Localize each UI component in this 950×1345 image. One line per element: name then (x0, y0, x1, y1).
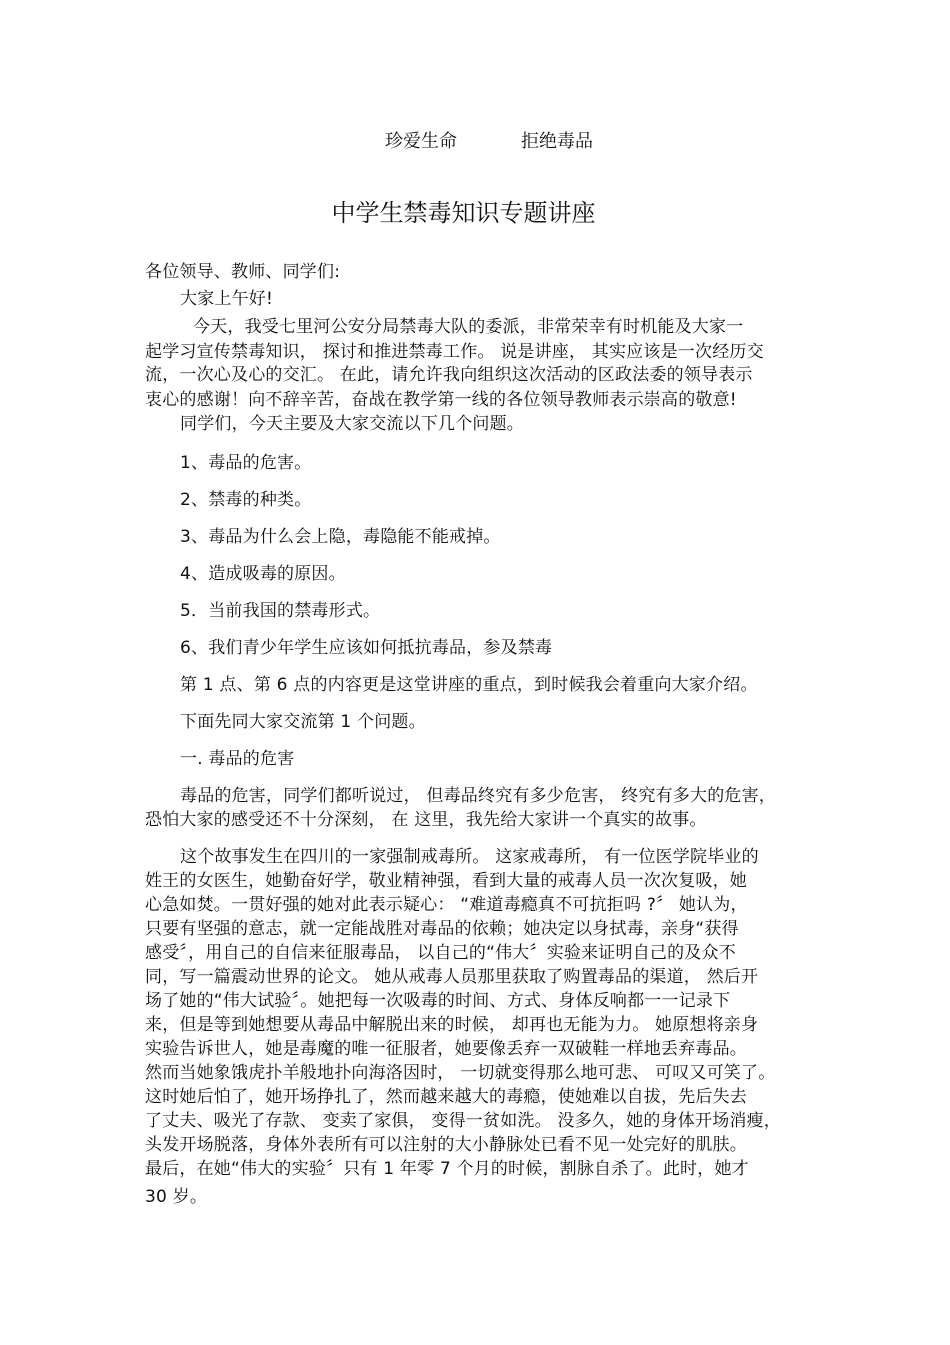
paragraph-line: 衷心的感谢！向不辞辛苦，奋战在教学第一线的各位领导教师表示崇高的敬意! (145, 390, 737, 410)
paragraph-line: 头发开场脱落，身体外表所有可以注射的大小静脉处已看不见一处完好的肌肤。 (145, 1135, 747, 1155)
paragraph-line: 实验告诉世人，她是毒魔的唯一征服者，她要像丢弃一双破鞋一样地丢弃毒品。 (145, 1039, 747, 1059)
paragraph-line: 场了她的“伟大试验〞。她把每一次吸毒的时间、方式、身体反响都一一记录下 (145, 991, 731, 1011)
paragraph-line: 同，写一篇震动世界的论文。 她从戒毒人员那里获取了购置毒品的渠道， 然后开 (145, 967, 759, 987)
topic-list-item: 4、造成吸毒的原因。 (180, 564, 346, 584)
paragraph-line: 30 岁。 (145, 1187, 208, 1207)
paragraph-line: 下面先同大家交流第 1 个问题。 (180, 712, 426, 732)
paragraph-line: 恐怕大家的感受还不十分深刻， 在 这里，我先给大家讲一个真实的故事。 (145, 810, 707, 830)
paragraph-line: 第 1 点、第 6 点的内容更是这堂讲座的重点，到时候我会着重向大家介绍。 (180, 675, 758, 695)
paragraph-line: 只要有坚强的意志，就一定能战胜对毒品的依赖；她决定以身拭毒，亲身“获得 (145, 919, 739, 939)
topic-list-item: 2、禁毒的种类。 (180, 490, 312, 510)
topic-list-item: 3、毒品为什么会上隐，毒隐能不能戒掉。 (180, 527, 501, 547)
paragraph-line: 来，但是等到她想要从毒品中解脱出来的时候， 却再也无能为力。 她原想将亲身 (145, 1015, 759, 1035)
page-title: 中学生禁毒知识专题讲座 (331, 199, 596, 227)
paragraph-line: 这时她后怕了，她开场挣扎了，然而越来越大的毒瘾，使她难以自拔，先后失去 (145, 1087, 747, 1107)
topic-list-item: 1、毒品的危害。 (180, 453, 312, 473)
topic-list-item: 5．当前我国的禁毒形式。 (180, 601, 381, 621)
paragraph-line: 最后，在她“伟大的实验〞只有 1 年零 7 个月的时候，割脉自杀了。此时，她才 (145, 1159, 749, 1179)
greeting: 大家上午好! (180, 289, 274, 309)
paragraph-line: 了丈夫、吸光了存款、 变卖了家俱， 变得一贫如洗。 没多久，她的身体开场消瘦， (145, 1111, 782, 1131)
paragraph-line: 同学们，今天主要及大家交流以下几个问题。 (180, 414, 524, 434)
paragraph-line: 起学习宣传禁毒知识， 探讨和推进禁毒工作。 说是讲座， 其实应该是一次经历交 (145, 342, 764, 362)
section-heading: 一. 毒品的危害 (180, 749, 295, 769)
paragraph-line: 姓王的女医生，她勤奋好学，敬业精神强，看到大量的戒毒人员一次次复吸，她 (145, 871, 747, 891)
paragraph-line: 今天，我受七里河公安分局禁毒大队的委派，非常荣幸有时机能及大家一 (193, 317, 744, 337)
paragraph-line: 心急如焚。一贯好强的她对此表示疑心： “难道毒瘾真不可抗拒吗 ?〞 她认为， (145, 895, 748, 915)
paragraph-line: 流，一次心及心的交汇。 在此，请允许我向组织这次活动的区政法委的领导表示 (145, 365, 753, 385)
paragraph-line: 这个故事发生在四川的一家强制戒毒所。 这家戒毒所， 有一位医学院毕业的 (180, 847, 759, 867)
paragraph-line: 毒品的危害，同学们都听说过， 但毒品终究有多少危害， 终究有多大的危害， (180, 786, 777, 806)
slogan-cherish-life: 珍爱生命 (385, 131, 457, 152)
paragraph-line: 然而当她象饿虎扑羊般地扑向海洛因时， 一切就变得那么地可悲、 可叹又可笑了。 (145, 1063, 776, 1083)
topic-list-item: 6、我们青少年学生应该如何抵抗毒品，参及禁毒 (180, 638, 553, 658)
salutation: 各位领导、教师、同学们: (145, 262, 341, 282)
slogan-reject-drugs: 拒绝毒品 (521, 131, 593, 152)
paragraph-line: 感受〞，用自己的自信来征服毒品， 以自己的“伟大〞实验来证明自己的及众不 (145, 943, 736, 963)
